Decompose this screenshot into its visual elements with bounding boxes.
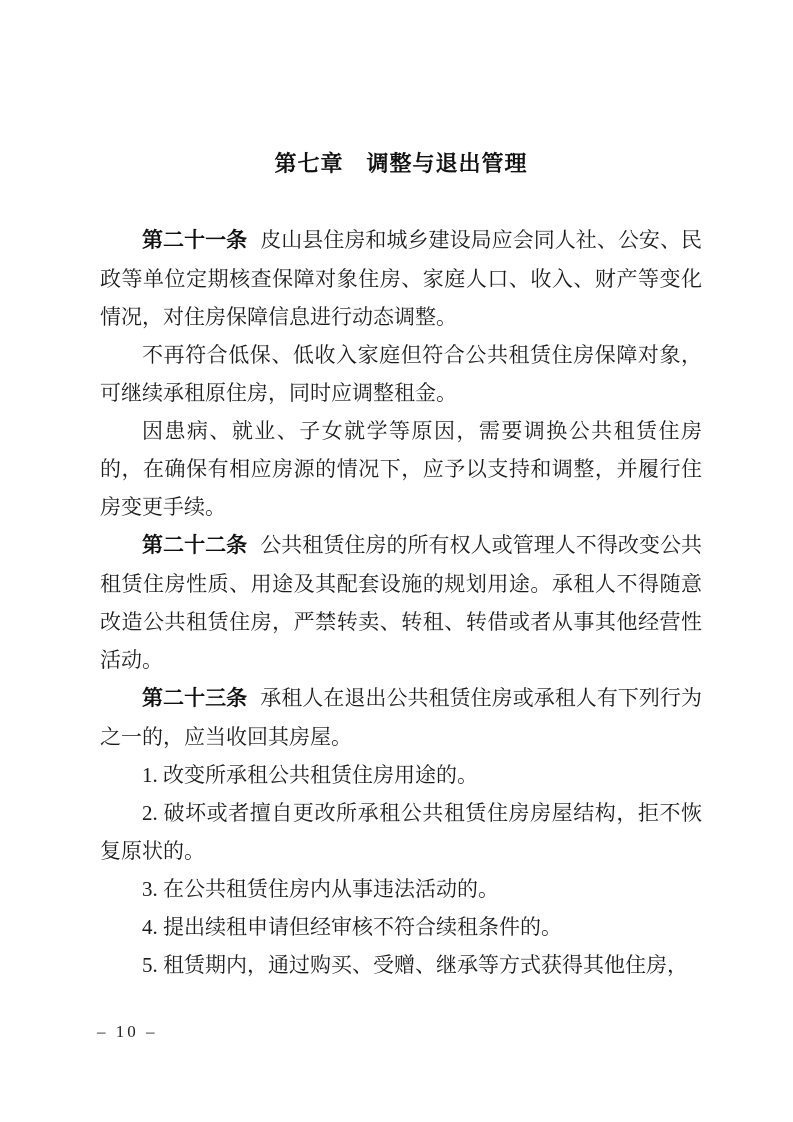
list-item-1 (100, 756, 702, 794)
article-21-number: 第二十一条 (142, 229, 248, 252)
paragraph (100, 412, 702, 526)
chapter-title: 第七章 调整与退出管理 (274, 151, 528, 176)
list-item-text: 4. 提出续租申请但经审核不符合续租条件的。 (142, 915, 562, 939)
page-number: – 10 – (97, 1022, 158, 1041)
paragraph-text: 承租人在退出公共租赁住房或承租人有下列行为之一的，应当收回其房屋。 (100, 686, 703, 749)
list-item-text: 1. 改变所承租公共租赁住房用途的。 (142, 763, 478, 787)
list-item-text: 2. 破坏或者擅自更改所承租公共租赁住房房屋结构，拒不恢复原状的。 (100, 801, 702, 863)
list-item-5 (100, 946, 702, 984)
list-item-text: 5. 租赁期内，通过购买、受赠、继承等方式获得其他住房， (142, 953, 688, 977)
list-item-3 (100, 870, 702, 908)
paragraph-text: 不再符合低保、低收入家庭但符合公共租赁住房保障对象，可继续承租原住房，同时应调整租金。 (100, 343, 702, 405)
article-23-number: 第二十三条 (142, 687, 248, 710)
paragraph-text: 公共租赁住房的所有权人或管理人不得改变公共租赁住房性质、用途及其配套设施的规划用途。承租人不得随意改造公共租赁住房，严禁转卖、转租、转借或者从事其他经营性活动。 (100, 533, 703, 672)
list-item-2 (100, 794, 702, 870)
paragraph (100, 336, 702, 412)
list-item-text: 3. 在公共租赁住房内从事违法活动的。 (142, 877, 499, 901)
article-22-number: 第二十二条 (142, 534, 248, 557)
paragraph-article-23 (100, 679, 702, 756)
paragraph-article-21 (100, 221, 702, 336)
list-item-4 (100, 908, 702, 946)
paragraph-text: 皮山县住房和城乡建设局应会同人社、公安、民政等单位定期核查保障对象住房、家庭人口、收入、财产等变化情况，对住房保障信息进行动态调整。 (100, 228, 703, 329)
paragraph-text: 因患病、就业、子女就学等原因，需要调换公共租赁住房的，在确保有相应房源的情况下，应予以支持和调整，并履行住房变更手续。 (100, 419, 702, 519)
document-content (100, 147, 702, 984)
paragraph-article-22 (100, 526, 702, 679)
